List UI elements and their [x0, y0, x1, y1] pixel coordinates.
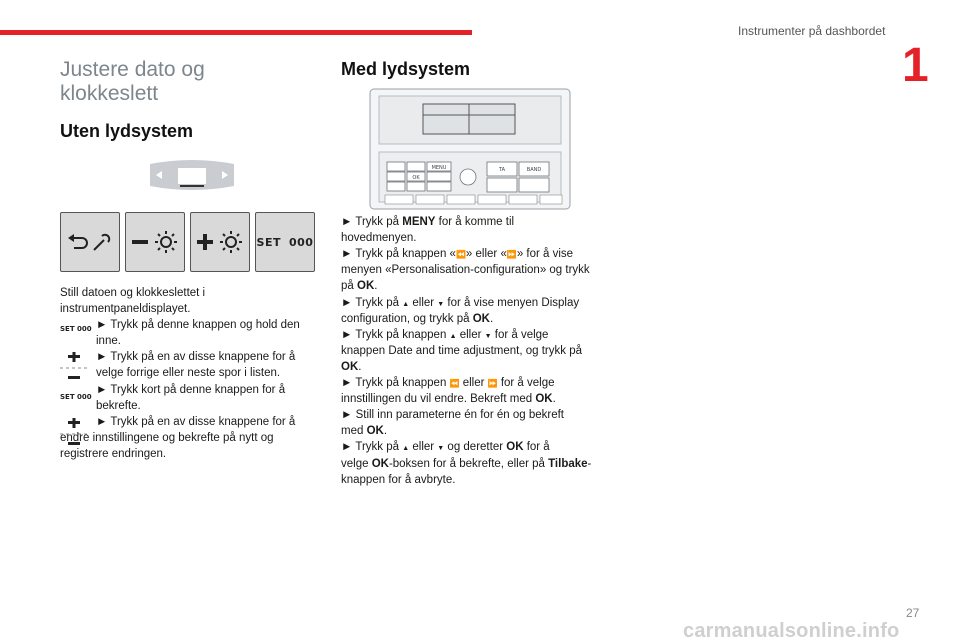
right-line-part: ► Trykk på knappen « — [341, 248, 456, 261]
right-line-part: eller — [409, 296, 438, 309]
right-line-13 — [341, 407, 564, 423]
right-line-5 — [341, 278, 377, 294]
right-line-part: ⏩ — [487, 379, 498, 388]
right-line-part: eller — [456, 328, 485, 341]
right-line-part: ► Trykk på — [341, 441, 403, 454]
right-line-10 — [341, 359, 361, 375]
right-line-1 — [341, 214, 514, 230]
right-line-7 — [341, 311, 493, 327]
right-line-part: knappen for å avbryte. — [341, 473, 456, 486]
heading-with-audio: Med lydsystem — [341, 59, 471, 79]
right-line-part: ▲ — [402, 300, 410, 308]
right-line-part: ► Trykk på — [341, 216, 403, 228]
set-small-icon: SET 000 — [60, 325, 92, 333]
right-line-part: -boksen for å bekrefte, eller på — [388, 457, 549, 470]
right-line-11 — [341, 375, 555, 392]
plus-brightness-icon — [195, 230, 245, 254]
step-4: ► Trykk på en av disse knappene for å endre innstillingene og bekrefte på nytt og registrere endringen. — [60, 416, 296, 461]
right-line-3 — [341, 246, 573, 263]
set-button-label: SET 000 — [256, 235, 314, 249]
right-line-part: for å — [523, 441, 550, 454]
right-line-part: . — [552, 393, 556, 406]
right-line-2 — [341, 230, 416, 246]
right-line-part: for å velge — [491, 328, 549, 341]
page-title: Justere dato og klokkeslett — [60, 58, 205, 105]
right-line-part: OK — [366, 425, 384, 438]
right-line-part: » for å vise — [516, 248, 574, 261]
right-line-part: MENY — [402, 216, 436, 228]
radio-ok-label: OK — [412, 175, 420, 181]
right-line-part: OK — [506, 441, 524, 454]
right-line-part: for å komme til — [435, 216, 515, 228]
right-line-part: for å velge — [497, 377, 555, 389]
chapter-number: 1 — [902, 39, 929, 92]
return-wrench-icon — [66, 230, 114, 254]
right-line-part: ▼ — [437, 300, 445, 308]
right-line-part: OK — [371, 457, 389, 470]
right-line-part: hovedmenyen. — [341, 232, 417, 245]
right-line-part: ► Trykk på knappen — [341, 377, 450, 389]
right-line-part: . — [383, 425, 388, 438]
right-line-part: OK — [341, 360, 359, 373]
heading-without-audio: Uten lydsystem — [60, 121, 194, 141]
right-line-part: ⏪ — [449, 379, 460, 388]
right-line-part: eller — [409, 441, 438, 454]
page-number: 27 — [906, 606, 920, 620]
radio-menu-label: MENU — [431, 165, 447, 171]
minus-brightness-icon — [130, 230, 180, 254]
right-line-part: menyen «Personalisation-configuration» og trykk — [341, 264, 590, 277]
right-line-part: med — [341, 425, 367, 438]
right-line-part: for å vise menyen Display — [444, 296, 580, 309]
right-line-part: knappen Date and time adjustment, og trykk på — [341, 344, 583, 357]
right-line-part: ► Still inn parameterne én for én og bekreft — [341, 409, 564, 422]
right-line-part: ⏩ — [506, 250, 517, 260]
header-red-bar — [0, 30, 472, 35]
right-line-part: ▼ — [437, 445, 445, 453]
radio-ta-label: TA — [498, 167, 506, 173]
right-line-16 — [341, 456, 591, 472]
plus-minus-icon — [60, 352, 88, 382]
brightness-plus-button[interactable] — [190, 212, 250, 272]
right-line-part: og deretter — [444, 441, 507, 454]
right-line-part: ⏪ — [455, 250, 466, 260]
instrument-buttons — [60, 212, 315, 272]
right-line-14 — [341, 423, 387, 439]
right-line-part: . — [358, 360, 362, 373]
section-header: Instrumenter på dashbordet — [738, 24, 886, 38]
right-line-9 — [341, 343, 582, 359]
right-line-part: ▲ — [402, 445, 410, 453]
right-line-part: på — [341, 280, 357, 293]
right-line-part: configuration, og trykk på — [341, 312, 473, 325]
instrument-panel-illustration — [144, 158, 240, 194]
right-line-part: Tilbake — [548, 457, 588, 470]
radio-illustration — [369, 88, 571, 210]
right-line-part: . — [374, 280, 378, 293]
right-line-part: . — [489, 312, 494, 325]
right-line-part: ▲ — [449, 332, 457, 340]
right-line-part: OK — [472, 312, 490, 325]
step-2: ► Trykk på en av disse knappene for å velge forrige eller neste spor i listen. — [96, 351, 296, 380]
right-line-part: innstillingen du vil endre. Bekreft med — [341, 393, 536, 406]
right-line-part: » eller « — [465, 248, 507, 261]
back-settings-button[interactable] — [60, 212, 120, 272]
right-line-4 — [341, 262, 590, 278]
right-line-part: ► Trykk på — [341, 296, 403, 309]
step-1: ► Trykk på denne knappen og hold den inne. — [96, 319, 300, 348]
step-3: ► Trykk kort på denne knappen for å bekrefte. — [96, 384, 286, 413]
intro-text: Still datoen og klokkeslettet i instrumentpaneldisplayet. — [60, 287, 206, 316]
right-line-part: eller — [459, 377, 488, 389]
set-small-icon-2: SET 000 — [60, 393, 92, 401]
radio-band-label: BAND — [526, 167, 542, 173]
right-line-part: ▼ — [484, 332, 492, 340]
set-button[interactable] — [255, 212, 315, 272]
brightness-minus-button[interactable] — [125, 212, 185, 272]
right-line-12 — [341, 391, 556, 407]
right-line-part: velge — [341, 457, 372, 470]
right-line-part: - — [587, 457, 592, 470]
right-line-part: OK — [357, 280, 375, 293]
right-line-17 — [341, 472, 455, 488]
right-line-part: OK — [535, 393, 553, 406]
watermark: carmanualsonline.info — [683, 620, 900, 642]
right-line-part: ► Trykk på knappen — [341, 328, 450, 341]
